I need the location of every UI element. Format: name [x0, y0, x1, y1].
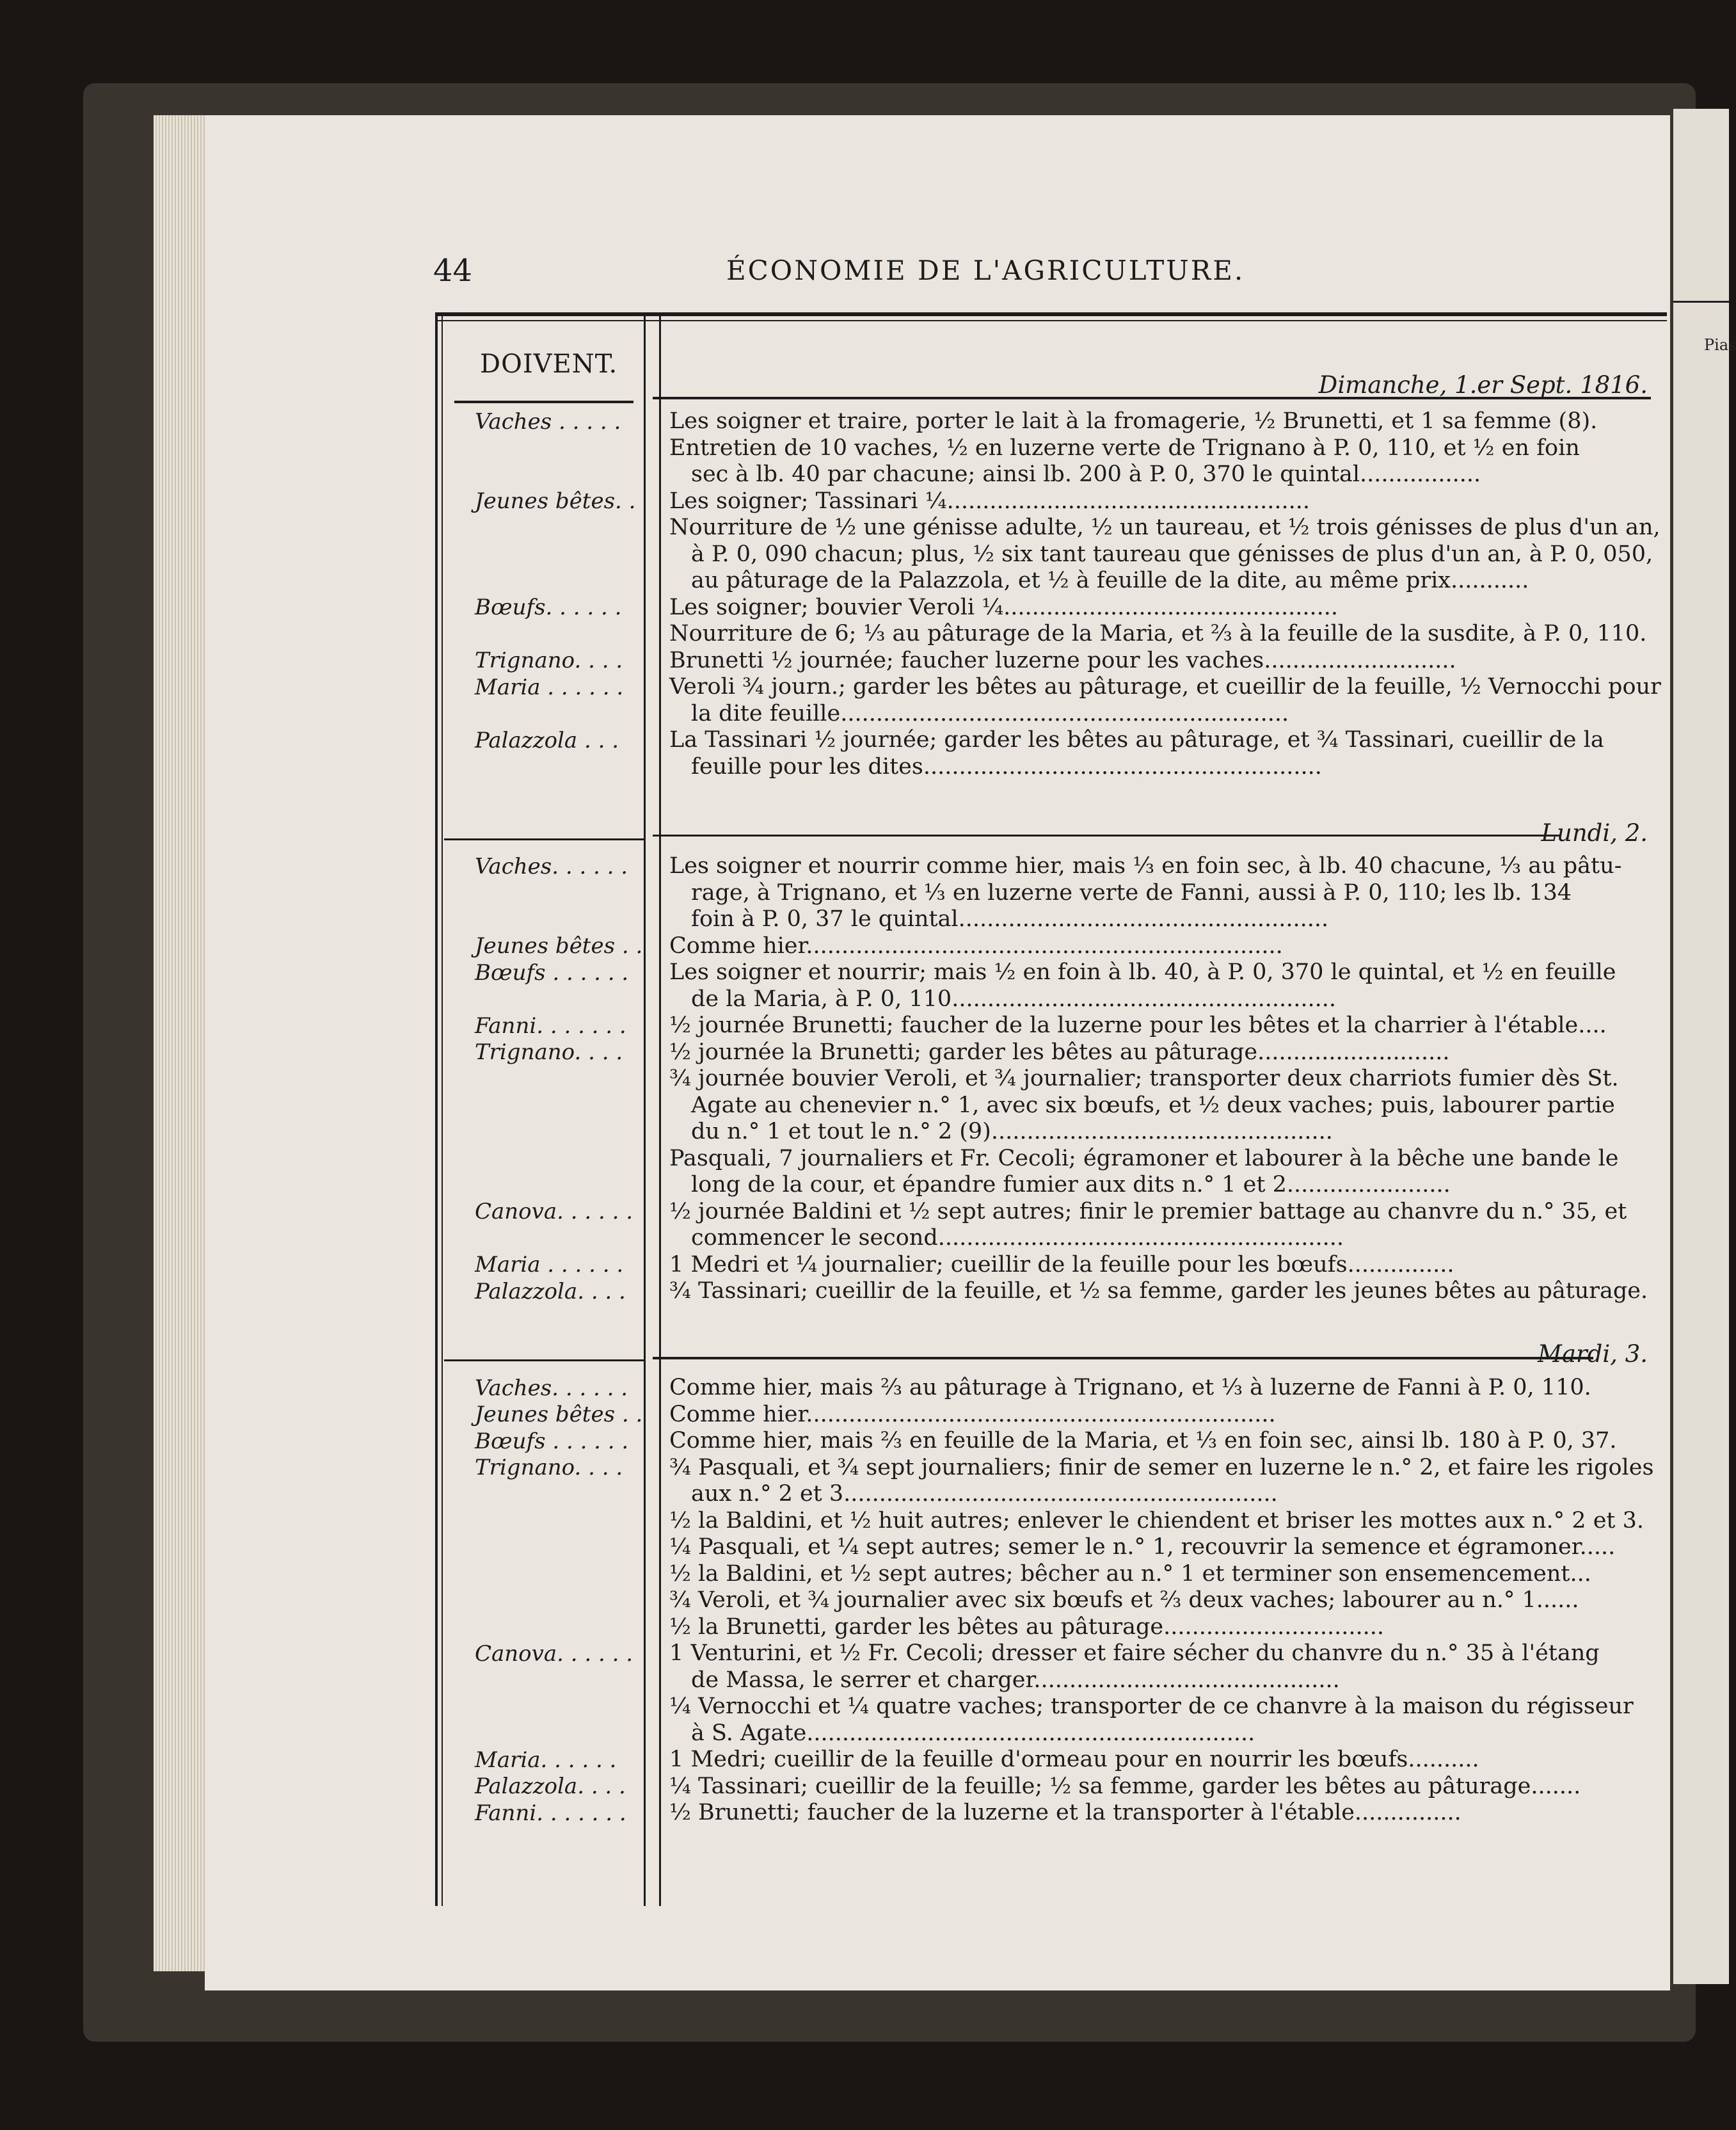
entry-line: Entretien de 10 vaches, ½ en luzerne verte de Trignano à P. 0, 110, et ½ en foin	[669, 435, 1580, 461]
label-trignano: Trignano. . . .	[475, 1039, 623, 1065]
entry-line: Comme hier...................................................................	[669, 933, 1283, 959]
column-divider-inner	[659, 312, 661, 1906]
label-maria: Maria. . . . . .	[475, 1747, 617, 1773]
entry-line: ¼ Pasquali, et ¼ sept autres; semer le n.° 1, recouvrir la semence et égramoner.....	[669, 1534, 1616, 1560]
entry-line: Nourriture de ½ une génisse adulte, ½ un taureau, et ½ trois génisses de plus d'un an,	[669, 515, 1660, 540]
section-divider-left-2	[444, 838, 644, 840]
entry-line: ¼ Tassinari; cueillir de la feuille; ½ sa femme, garder les bêtes au pâturage.......	[669, 1773, 1581, 1799]
label-vaches: Vaches . . . . .	[475, 409, 621, 435]
entry-line: ½ la Baldini, et ½ huit autres; enlever le chiendent et briser les mottes aux n.° 2 et 3.	[669, 1507, 1644, 1533]
column-header-doivent: DOIVENT.	[480, 349, 618, 379]
entry-line: long de la cour, et épandre fumier aux dits n.° 1 et 2.......................	[691, 1172, 1451, 1197]
entry-line: Veroli ¾ journ.; garder les bêtes au pâturage, et cueillir de la feuille, ½ Vernocchi pour	[669, 674, 1661, 700]
label-jeunes-betes: Jeunes bêtes. .	[475, 488, 636, 514]
entry-line: ½ Brunetti; faucher de la luzerne et la transporter à l'étable...............	[669, 1800, 1461, 1825]
entry-line: Les soigner et nourrir; mais ½ en foin à lb. 40, à P. 0, 370 le quintal, et ½ en feuille	[669, 959, 1616, 985]
section-1-entries	[669, 408, 1661, 780]
entry-line: 1 Venturini, et ½ Fr. Cecoli; dresser et faire sécher du chanvre du n.° 35 à l'étang	[669, 1640, 1600, 1666]
entry-line: 1 Medri et ¼ journalier; cueillir de la feuille pour les bœufs...............	[669, 1251, 1454, 1277]
entry-line: à S. Agate...............................................................	[691, 1720, 1255, 1746]
section-divider-left-3	[444, 1359, 644, 1361]
entry-line: ½ journée Baldini et ½ sept autres; finir le premier battage au chanvre du n.° 35, et	[669, 1198, 1627, 1224]
entry-line: Les soigner et nourrir comme hier, mais ⅓ en foin sec, à lb. 40 chacune, ⅓ au pâtu-	[669, 853, 1622, 879]
table-top-rule-thin	[435, 320, 1667, 321]
entry-line: Nourriture de 6; ⅓ au pâturage de la Maria, et ⅔ à la feuille de la susdite, à P. 0, 110.	[669, 621, 1647, 646]
label-palazzola: Palazzola. . . .	[475, 1774, 626, 1799]
day-rule-2	[653, 835, 1561, 837]
label-boeufs: Bœufs . . . . . .	[475, 960, 629, 986]
entry-line: rage, à Trignano, et ⅓ en luzerne verte de Fanni, aussi à P. 0, 110; les lb. 134	[691, 879, 1572, 906]
next-page-sliver	[1673, 109, 1736, 1984]
entry-line: Pasquali, 7 journaliers et Fr. Cecoli; égramoner et labourer à la bêche une bande le	[669, 1145, 1619, 1171]
entry-line: sec à lb. 40 par chacune; ainsi lb. 200 à P. 0, 370 le quintal.................	[691, 461, 1481, 487]
label-palazzola: Palazzola. . . .	[475, 1279, 626, 1304]
label-fanni: Fanni. . . . . . .	[475, 1800, 626, 1826]
entry-line: ½ la Brunetti, garder les bêtes au pâturage...............................	[669, 1614, 1385, 1640]
entry-line: Brunetti ½ journée; faucher luzerne pour les vaches...........................	[669, 647, 1456, 673]
label-palazzola: Palazzola . . .	[475, 728, 619, 753]
entry-line: commencer le second.........................................................	[691, 1225, 1344, 1251]
label-maria: Maria . . . . . .	[475, 1252, 624, 1277]
table-top-rule	[435, 312, 1667, 316]
entry-line: 1 Medri; cueillir de la feuille d'ormeau pour en nourrir les bœufs..........	[669, 1747, 1479, 1772]
entry-line: foin à P. 0, 37 le quintal....................................................	[691, 906, 1329, 932]
day-heading-2: Lundi, 2.	[1541, 819, 1648, 847]
entry-line: La Tassinari ½ journée; garder les bêtes au pâturage, et ¾ Tassinari, cueillir de la	[669, 727, 1604, 753]
section-2-entries	[669, 853, 1658, 1305]
label-canova: Canova. . . . . .	[475, 1199, 633, 1224]
entry-line: Comme hier..................................................................	[669, 1401, 1276, 1427]
day-heading-1: Dimanche, 1.er Sept. 1816.	[1318, 371, 1648, 399]
entry-line: ½ la Baldini, et ½ sept autres; bêcher au n.° 1 et terminer son ensemencement...	[669, 1560, 1591, 1587]
section-3-entries	[669, 1375, 1658, 1827]
entry-line: Comme hier, mais ⅔ en feuille de la Maria, et ⅓ en foin sec, ainsi lb. 180 à P. 0, 37.	[669, 1428, 1617, 1453]
entry-line: Agate au chenevier n.° 1, avec six bœufs, et ½ deux vaches; puis, labourer partie	[691, 1092, 1615, 1118]
entry-line: la dite feuille...............................................................	[691, 700, 1289, 726]
left-border	[435, 312, 438, 1906]
entry-line: ¼ Vernocchi et ¼ quatre vaches; transporter de ce chanvre à la maison du régisseur	[669, 1694, 1634, 1719]
entry-line: au pâturage de la Palazzola, et ½ à feuille de la dite, au même prix...........	[691, 568, 1529, 593]
day-rule-3	[653, 1357, 1593, 1359]
entry-line: ¾ Pasquali, et ¾ sept journaliers; finir de semer en luzerne le n.° 2, et faire les rigoles	[669, 1454, 1654, 1480]
label-fanni: Fanni. . . . . . .	[475, 1013, 626, 1039]
label-canova: Canova. . . . . .	[475, 1641, 633, 1667]
label-maria: Maria . . . . . .	[475, 675, 624, 700]
column-divider	[644, 312, 646, 1906]
entry-line: du n.° 1 et tout le n.° 2 (9)................................................	[691, 1119, 1333, 1144]
left-border-thin	[442, 312, 443, 1906]
label-boeufs: Bœufs . . . . . .	[475, 1429, 629, 1454]
entry-line: ¾ Tassinari; cueillir de la feuille, et ½ sa femme, garder les jeunes bêtes au pâturage.	[669, 1278, 1648, 1304]
ledger-table	[435, 312, 1667, 1906]
entry-line: Les soigner et traire, porter le lait à la fromagerie, ½ Brunetti, et 1 sa femme (8).	[669, 408, 1598, 434]
label-jeunes-betes: Jeunes bêtes . .	[475, 933, 643, 959]
entry-line: de Massa, le serrer et charger...........................................	[691, 1667, 1340, 1693]
entry-line: ½ journée la Brunetti; garder les bêtes au pâturage...........................	[669, 1039, 1450, 1065]
label-trignano: Trignano. . . .	[475, 648, 623, 673]
entry-line: aux n.° 2 et 3.............................................................	[691, 1481, 1278, 1507]
entry-line: feuille pour les dites........................................................	[691, 753, 1322, 780]
day-heading-3: Mardi, 3.	[1538, 1340, 1648, 1368]
label-jeunes-betes: Jeunes bêtes . .	[475, 1402, 643, 1427]
page-number: 44	[433, 253, 473, 289]
entry-line: Les soigner; Tassinari ¼...................................................	[669, 488, 1310, 514]
entry-line: ¾ journée bouvier Veroli, et ¾ journalier; transporter deux charriots fumier dès St.	[669, 1066, 1619, 1091]
next-page-fragment: Pias	[1704, 336, 1736, 354]
entry-line: à P. 0, 090 chacun; plus, ½ six tant taureau que génisses de plus d'un an, à P. 0, 050,	[691, 541, 1653, 567]
entry-line: ½ journée Brunetti; faucher de la luzerne pour les bêtes et la charrier à l'étable....	[669, 1013, 1607, 1038]
label-vaches: Vaches. . . . . .	[475, 854, 628, 879]
entry-line: Comme hier, mais ⅔ au pâturage à Trignano, et ⅓ à luzerne de Fanni à P. 0, 110.	[669, 1375, 1591, 1400]
header-underline	[454, 401, 633, 403]
running-title: ÉCONOMIE DE L'AGRICULTURE.	[726, 255, 1245, 286]
label-boeufs: Bœufs. . . . . .	[475, 595, 622, 620]
label-vaches: Vaches. . . . . .	[475, 1375, 628, 1401]
entry-line: ¾ Veroli, et ¾ journalier avec six bœufs et ⅔ deux vaches; labourer au n.° 1......	[669, 1587, 1579, 1613]
label-trignano: Trignano. . . .	[475, 1455, 623, 1480]
page-edges	[154, 115, 211, 1971]
next-page-rule	[1673, 301, 1729, 303]
entry-line: de la Maria, à P. 0, 110......................................................	[691, 986, 1336, 1012]
entry-line: Les soigner; bouvier Veroli ¼...............................................	[669, 594, 1339, 620]
